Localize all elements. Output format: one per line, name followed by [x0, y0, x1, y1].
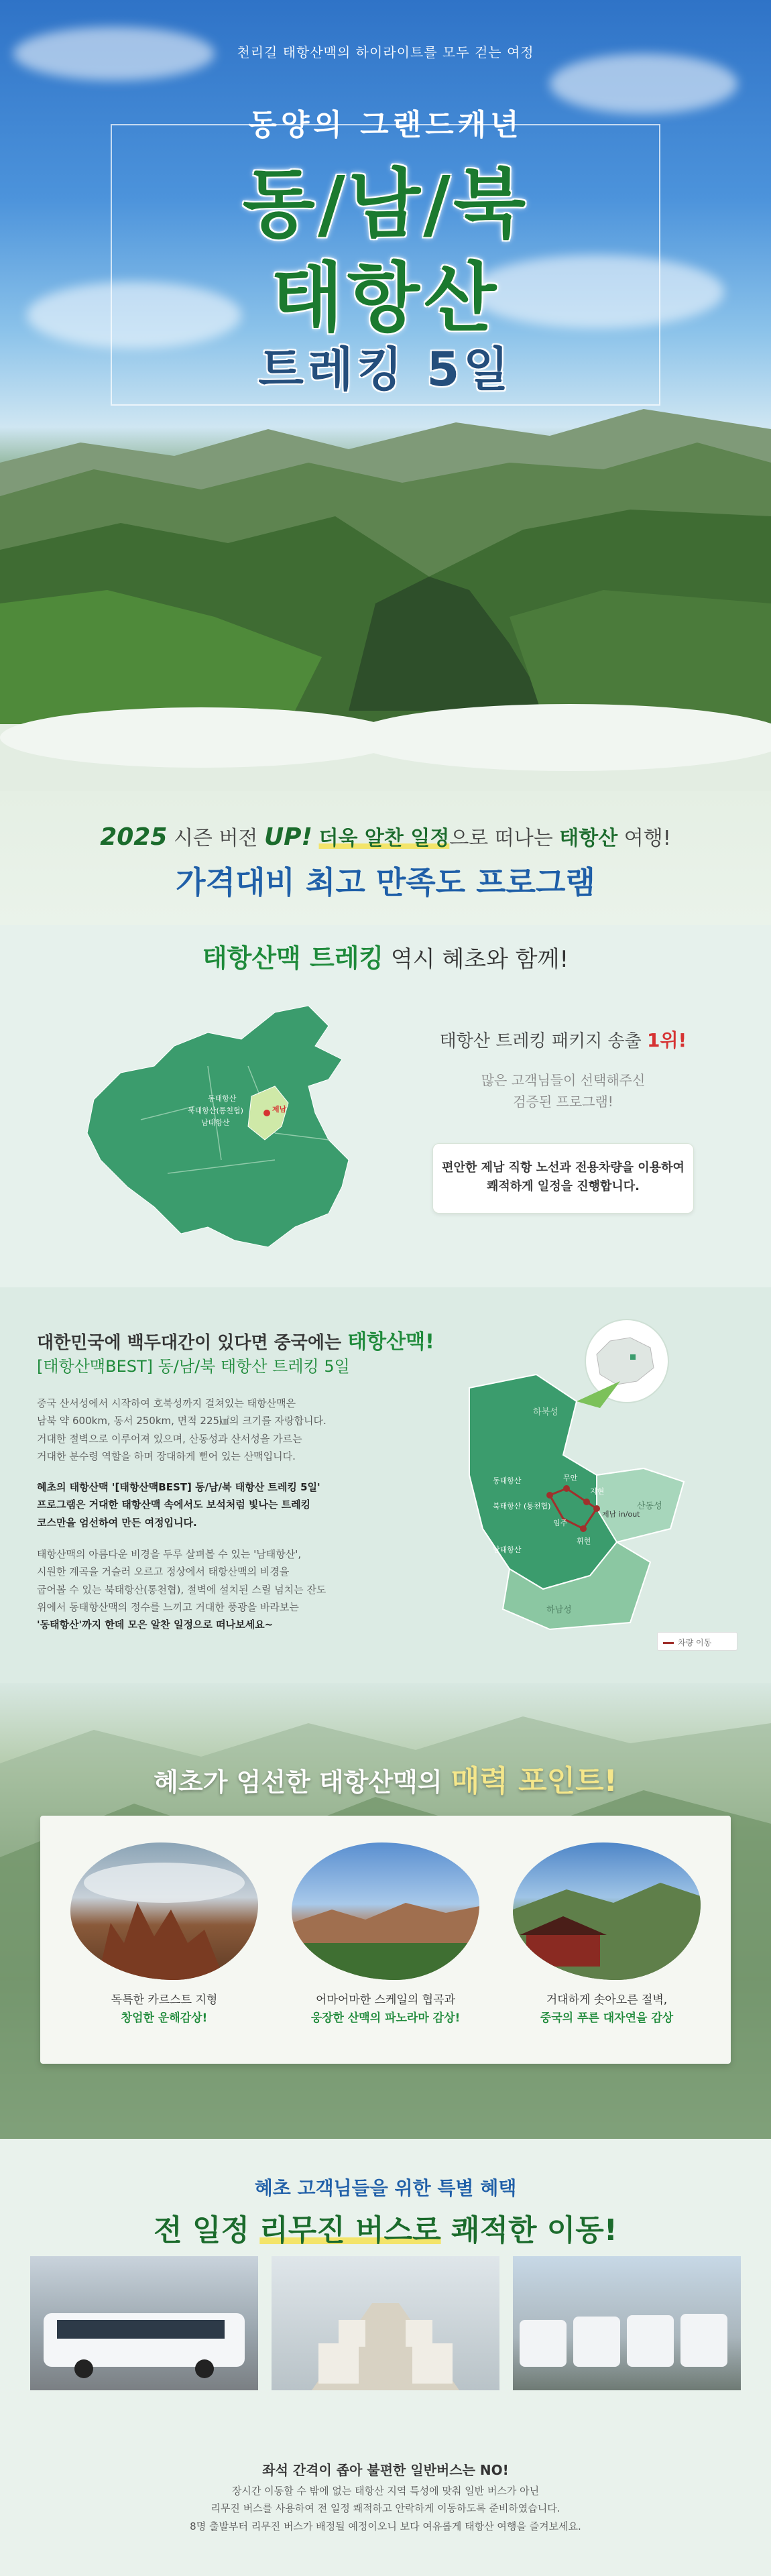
china-map	[74, 986, 389, 1267]
intro-line: 태항산맥의 아름다운 비경을 두루 살펴볼 수 있는 '남태항산',	[37, 1548, 302, 1560]
trek-heading-bold: 태항산맥 트레킹	[202, 943, 384, 973]
intro-line: 위에서 동태항산맥의 정수를 느끼고 거대한 풍광을 바라보는	[37, 1600, 299, 1613]
intro-heading-text: 대한민국에 백두대간이 있다면 중국에는	[37, 1333, 348, 1353]
intro-heading	[37, 1325, 434, 1354]
hero-subtitle: 동양의 그랜드캐년	[248, 108, 523, 142]
legend-label: 차량 이동	[678, 1638, 712, 1647]
caption-line-highlight: 중국의 푸른 대자연을 감상	[540, 2011, 674, 2026]
map-label-henan: 하남성	[546, 1605, 572, 1615]
trek-desc-line: 검증된 프로그램!	[513, 1094, 613, 1110]
caption-line: 어마어마한 스케일의 협곡과	[316, 1993, 455, 2007]
intro-line: 중국 산서성에서 시작하여 호북성까지 걸쳐있는 태항산맥은	[37, 1397, 296, 1409]
promo-headline: 가격대비 최고 만족도 프로그램	[176, 864, 595, 900]
canyon-illustration	[292, 1842, 479, 1980]
hero-title-line2: 태항산	[270, 255, 501, 342]
map-label-linzhou: 임주	[553, 1519, 568, 1527]
bus-exterior-photo	[30, 2256, 258, 2390]
map-label-east: 동태항산	[208, 1094, 237, 1103]
intro-line: 거대한 절벽으로 이루어져 있으며, 산동성과 산서성을 가르는	[37, 1432, 302, 1445]
charm-section	[0, 1683, 771, 2139]
trek-rank	[429, 1026, 697, 1053]
karst-photo	[70, 1842, 258, 1980]
intro-section	[0, 1287, 771, 1683]
map-label-east: 동태항산	[493, 1476, 522, 1485]
map-label-jinan: 제남 in/out	[602, 1510, 640, 1519]
intro-line: 시원한 계곡을 거슬러 오르고 정상에서 태항산맥의 비경을	[37, 1566, 290, 1578]
route-line-swatch	[663, 1642, 674, 1644]
bus-interior-illustration	[272, 2256, 499, 2390]
promo-text: 시즌 버전	[167, 827, 264, 850]
map-label-jinan: 제남	[272, 1105, 287, 1114]
bus-note-title: 좌석 간격이 좁아 불편한 일반버스는 NO!	[262, 2462, 509, 2478]
promo-place: 태항산	[559, 827, 618, 850]
trek-info-box	[432, 1143, 694, 1214]
map-label-wuan: 무안	[563, 1474, 578, 1482]
trek-box-line: 편안한 제남 직항 노선과 전용차량을 이용하여	[442, 1161, 685, 1175]
trek-rank-number: 1위!	[647, 1029, 687, 1051]
intro-subheading: [태항산맥BEST] 동/남/북 태항산 트레킹 5일	[37, 1357, 350, 1376]
route-map	[429, 1307, 751, 1656]
bus-fleet-photo	[513, 2256, 741, 2390]
bus-fleet-illustration	[513, 2256, 741, 2390]
intro-paragraph-1	[37, 1395, 412, 1465]
canyon-photo	[292, 1842, 479, 1980]
bus-title-text: 전 일정	[154, 2213, 260, 2247]
trek-heading	[0, 937, 771, 974]
promo-year: 2025	[100, 823, 168, 851]
map-label-shandong: 산동성	[637, 1501, 662, 1511]
bus-title-highlight: 리무진 버스로	[259, 2213, 441, 2247]
intro-paragraph-2	[37, 1478, 412, 1531]
promo-line1	[0, 821, 771, 851]
intro-line: 거대한 분수령 역할을 하며 장대하게 뻗어 있는 산맥입니다.	[37, 1450, 296, 1462]
bus-interior-photo	[272, 2256, 499, 2390]
map-label-south: 남태항산	[493, 1545, 522, 1554]
charm-caption-2	[278, 1991, 493, 2028]
intro-line: '동태항산'까지 한데 모은 알찬 일정으로 떠나보세요~	[37, 1619, 274, 1631]
trek-heading-rest: 역시 혜초와 함께!	[390, 946, 569, 973]
charm-caption-1	[57, 1991, 272, 2028]
intro-paragraph-3	[37, 1545, 412, 1633]
charm-panel	[40, 1816, 731, 2064]
promo-up: UP!	[263, 823, 312, 851]
cliff-illustration	[513, 1842, 701, 1980]
intro-line: 남북 약 600km, 동서 250km, 면적 225㎢의 크기를 자랑합니다.	[37, 1415, 327, 1427]
intro-heading-bold: 태항산맥!	[347, 1330, 434, 1354]
bus-note-line: 리무진 버스를 사용하여 전 일정 쾌적하고 안락하게 이동하도록 준비하였습니다.	[211, 2502, 560, 2515]
promo-text: 으로 떠나는	[449, 827, 560, 850]
promo-text: 여행!	[617, 827, 671, 850]
intro-line: 프로그램은 거대한 태항산맥 속에서도 보석처럼 빛나는 트레킹	[37, 1499, 311, 1511]
hero-section	[0, 0, 771, 791]
bus-note-line: 8명 출발부터 리무진 버스가 배정될 예정이오니 보다 여유롭게 태항산 여행을 즐겨보세요.	[190, 2520, 581, 2532]
trek-description	[429, 1069, 697, 1112]
map-legend	[657, 1632, 737, 1651]
map-label-north: 북태항산 (통천협)	[493, 1502, 551, 1511]
bus-title	[0, 2206, 771, 2249]
caption-line-highlight: 웅장한 산맥의 파노라마 감상!	[310, 2011, 461, 2026]
karst-illustration	[70, 1842, 258, 1980]
charm-title	[0, 1757, 771, 1800]
hero-title-line1: 동/남/북	[242, 161, 529, 248]
bus-exterior-illustration	[30, 2256, 258, 2390]
charm-caption-3	[499, 1991, 714, 2028]
caption-line: 거대하게 솟아오른 절벽,	[546, 1993, 668, 2007]
cliff-photo	[513, 1842, 701, 1980]
intro-line: 코스만을 엄선하여 만든 여정입니다.	[37, 1516, 197, 1529]
charm-title-text: 혜초가 엄선한 태항산맥의	[154, 1767, 451, 1797]
hero-kicker: 천리길 태항산맥의 하이라이트를 모두 걷는 여정	[237, 44, 534, 60]
map-label-jixian: 지현	[590, 1487, 605, 1496]
map-label-north: 북태항산(통천협)	[188, 1106, 243, 1115]
charm-title-highlight: 매력 포인트!	[451, 1764, 617, 1798]
intro-line: 혜초의 태항산맥 '[태항산맥BEST] 동/남/북 태항산 트레킹 5일'	[37, 1481, 320, 1493]
intro-line: 굽어볼 수 있는 북태항산(통천협), 절벽에 설치된 스릴 넘치는 잔도	[37, 1583, 327, 1596]
map-label-huixian: 휘현	[577, 1537, 591, 1545]
bus-note-line: 장시간 이동할 수 밖에 없는 태항산 지역 특성에 맞춰 일반 버스가 아닌	[231, 2485, 540, 2497]
map-label-hebei: 하북성	[533, 1407, 558, 1417]
promo-section	[0, 791, 771, 925]
hero-title-line3: 트레킹 5일	[258, 342, 513, 397]
trek-rank-text: 태항산 트레킹 패키지 송출	[439, 1031, 648, 1051]
caption-line-highlight: 창엄한 운해감상!	[121, 2011, 208, 2026]
bus-kicker: 혜초 고객님들을 위한 특별 혜택	[254, 2177, 517, 2199]
bus-section	[0, 2139, 771, 2576]
promo-highlight: 더욱 알찬 일정	[318, 827, 450, 850]
map-label-south: 남태항산	[201, 1118, 230, 1127]
trek-desc-line: 많은 고객님들이 선택해주신	[481, 1072, 646, 1088]
bus-note	[0, 2482, 771, 2535]
trek-section	[0, 925, 771, 1287]
bus-title-text: 쾌적한 이동!	[440, 2213, 617, 2247]
caption-line: 독특한 카르스트 지형	[111, 1993, 218, 2007]
trek-box-line: 쾌적하게 일정을 진행합니다.	[486, 1179, 640, 1193]
